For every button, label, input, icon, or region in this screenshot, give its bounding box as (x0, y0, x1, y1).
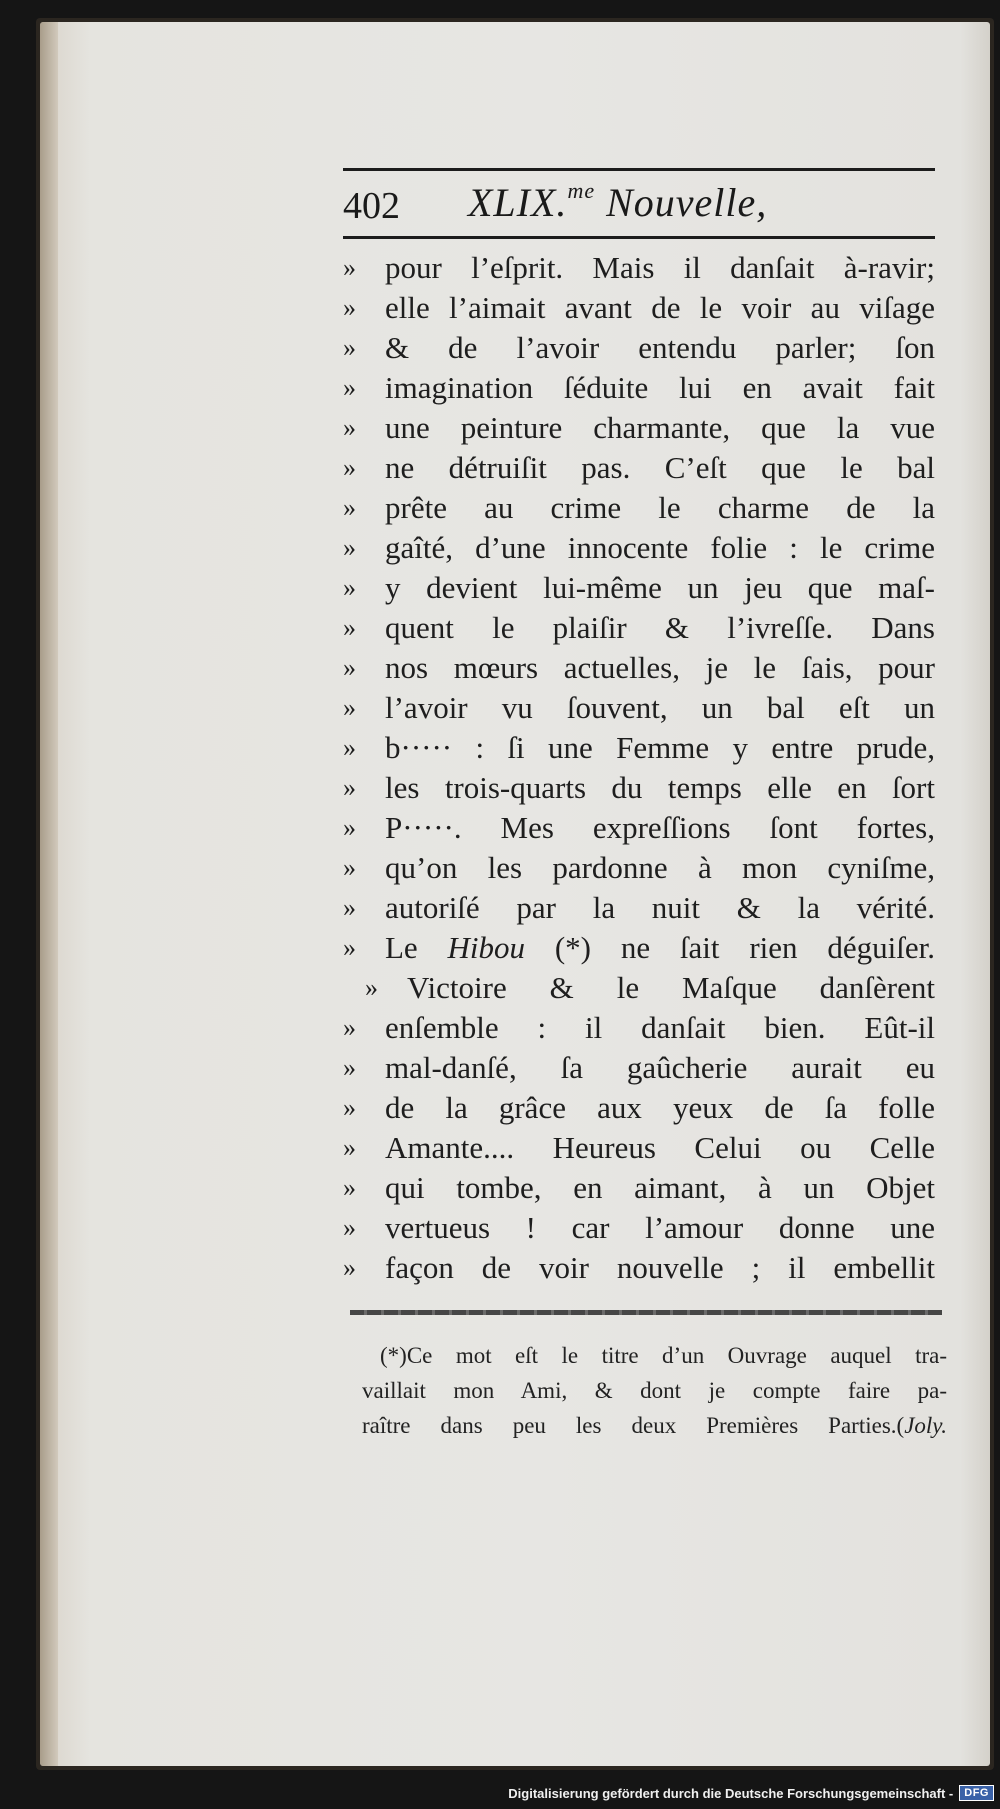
text-line (343, 928, 943, 968)
footnote-line: (*)Ce mot eſt le titre d’un Ouvrage auquel tra- (380, 1343, 947, 1368)
quote-mark: » (343, 1093, 356, 1122)
text-line (343, 1208, 943, 1248)
line-text: b····· : ſi une Femme y entre prude, (385, 730, 935, 765)
text-line (343, 1128, 943, 1168)
header-bottom-rule (343, 236, 935, 239)
text-line (343, 528, 943, 568)
text-line (343, 408, 943, 448)
digitization-credit (508, 1781, 994, 1805)
line-text: & de l’avoir entendu parler; ſon (385, 330, 935, 365)
header-top-rule (343, 168, 935, 171)
quote-mark: » (343, 773, 356, 802)
footnote-line: vaillait mon Ami, & dont je compte faire pa- (362, 1378, 947, 1403)
text-line (343, 728, 943, 768)
quote-mark: » (343, 1173, 356, 1202)
line-text: pour l’eſprit. Mais il danſait à-ravir; (385, 250, 935, 285)
footnote-line (362, 1408, 947, 1443)
quote-mark: » (343, 1253, 356, 1282)
quote-mark: » (343, 1213, 356, 1242)
text-line (343, 1168, 943, 1208)
credit-text: Digitalisierung gefördert durch die Deutsche Forschungsgemeinschaft - (508, 1785, 954, 1801)
text-line (343, 568, 943, 608)
quote-mark: » (343, 693, 356, 722)
quote-mark: » (343, 1013, 356, 1042)
line-text: elle l’aimait avant de le voir au viſage (385, 290, 935, 325)
line-text: enſemble : il danſait bien. Eût-il (385, 1010, 935, 1045)
line-text (385, 928, 935, 968)
title-rest: Nouvelle, (606, 180, 768, 225)
text-line (343, 848, 943, 888)
quote-mark: » (343, 373, 356, 402)
footnote-text: raître dans peu les deux Premières Parties.( (362, 1413, 905, 1438)
quote-mark: » (343, 1053, 356, 1082)
quote-mark: » (343, 253, 356, 282)
quote-mark: » (343, 613, 356, 642)
quote-mark: » (343, 653, 356, 682)
text-line (343, 648, 943, 688)
quote-mark: » (343, 1133, 356, 1162)
quote-mark: » (343, 533, 356, 562)
text-line-paragraph-start (343, 968, 943, 1008)
quote-mark: » (343, 413, 356, 442)
text-line (343, 768, 943, 808)
italic-word-hibou: Hibou (447, 930, 526, 965)
line-text: P·····. Mes expreſſions ſont fortes, (385, 810, 935, 845)
quote-mark: » (343, 933, 356, 962)
line-text: de la grâce aux yeux de ſa folle (385, 1090, 935, 1125)
running-title (468, 178, 767, 226)
quote-mark: » (343, 733, 356, 762)
quote-mark: » (343, 893, 356, 922)
body-text (343, 248, 943, 1288)
line-text: nos mœurs actuelles, je le ſais, pour (385, 650, 935, 685)
page-number: 402 (343, 185, 400, 227)
line-text: ne détruiſit pas. C’eſt que le bal (385, 450, 935, 485)
title-numeral: XLIX. (468, 180, 568, 225)
running-header (343, 178, 935, 234)
line-text: y devient lui-même un jeu que maſ- (385, 570, 935, 605)
quote-mark: » (343, 333, 356, 362)
quote-mark: » (343, 453, 356, 482)
quote-mark: » (343, 493, 356, 522)
footnote-rule (350, 1310, 942, 1315)
line-text: façon de voir nouvelle ; il embellit (385, 1250, 935, 1285)
line-text: quent le plaiſir & l’ivreſſe. Dans (385, 610, 935, 645)
line-text: imagination ſéduite lui en avait fait (385, 370, 935, 405)
line-text-part: (*) ne ſait rien déguiſer. (525, 930, 935, 965)
line-text: les trois-quarts du temps elle en ſort (385, 770, 935, 805)
text-line (343, 248, 943, 288)
line-text: Amante.... Heureus Celui ou Celle (385, 1130, 935, 1165)
line-text: l’avoir vu ſouvent, un bal eſt un (385, 690, 935, 725)
quote-mark: » (343, 293, 356, 322)
line-text: gaîté, d’une innocente folie : le crime (385, 530, 935, 565)
text-line (343, 488, 943, 528)
line-text: autoriſé par la nuit & la vérité. (385, 890, 935, 925)
line-text: prête au crime le charme de la (385, 490, 935, 525)
title-superscript: me (567, 178, 596, 203)
quote-mark: » (365, 973, 378, 1002)
text-line (343, 1008, 943, 1048)
quote-mark: » (343, 813, 356, 842)
text-line (343, 1248, 943, 1288)
text-line (343, 888, 943, 928)
page-gutter (40, 22, 58, 1766)
quote-mark: » (343, 573, 356, 602)
dfg-logo: DFG (959, 1785, 994, 1801)
text-line (343, 808, 943, 848)
line-text: vertueus ! car l’amour donne une (385, 1210, 935, 1245)
text-line (343, 1088, 943, 1128)
text-line (343, 448, 943, 488)
footnote-signature: Joly. (904, 1413, 947, 1438)
line-text: Victoire & le Maſque danſèrent (407, 970, 935, 1005)
line-text: qui tombe, en aimant, à un Objet (385, 1170, 935, 1205)
text-line (343, 368, 943, 408)
text-line (343, 288, 943, 328)
footnote (362, 1338, 947, 1443)
text-line (343, 688, 943, 728)
line-text: qu’on les pardonne à mon cyniſme, (385, 850, 935, 885)
quote-mark: » (343, 853, 356, 882)
text-line (343, 1048, 943, 1088)
line-text: une peinture charmante, que la vue (385, 410, 935, 445)
text-line (343, 608, 943, 648)
line-text-part: Le (385, 930, 448, 965)
text-line (343, 328, 943, 368)
line-text: mal-danſé, ſa gaûcherie aurait eu (385, 1050, 935, 1085)
